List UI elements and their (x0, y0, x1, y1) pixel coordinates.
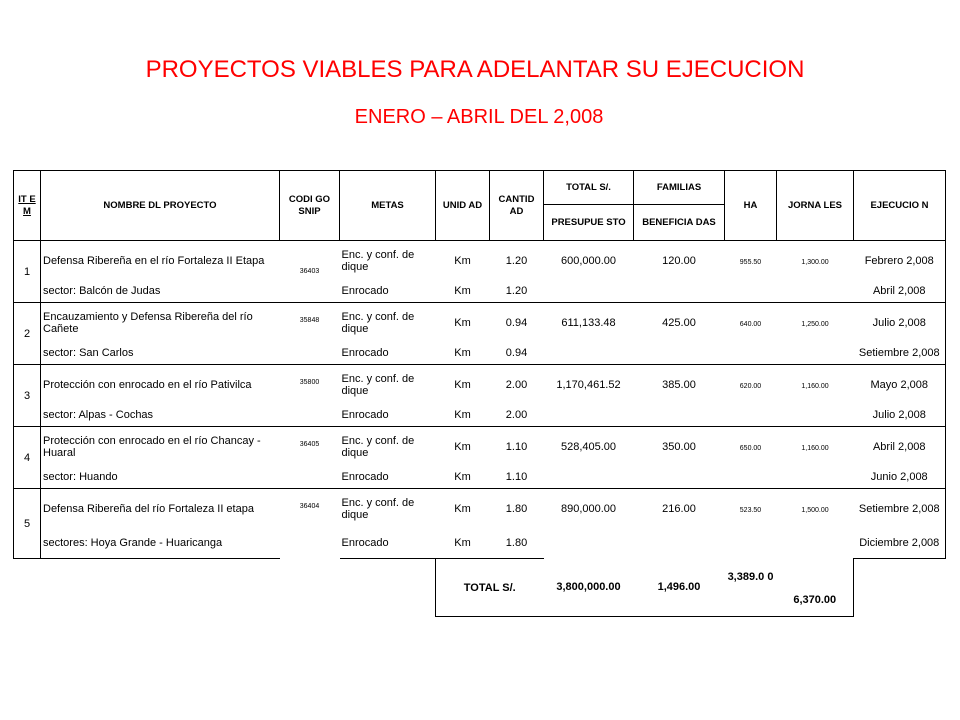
project-jornales: 1,160.00 (777, 365, 854, 427)
project-ha: 620.00 (725, 365, 777, 427)
project-execution-end: Setiembre 2,008 (854, 343, 946, 365)
project-ha: 955.50 (725, 241, 777, 303)
totals-budget: 3,800,000.00 (544, 559, 634, 617)
project-execution-end: Julio 2,008 (854, 405, 946, 427)
project-families: 120.00 (634, 241, 725, 303)
project-unit: Km (436, 489, 490, 529)
header-total: TOTAL S/. (544, 171, 634, 205)
project-ha: 640.00 (725, 303, 777, 365)
project-sector: sector: San Carlos (43, 347, 134, 360)
header-jornales: JORNA LES (777, 171, 854, 241)
header-nombre: NOMBRE DL PROYECTO (41, 171, 280, 241)
project-quantity: 1.20 (490, 241, 544, 281)
projects-table (13, 170, 946, 617)
project-sector: sector: Huando (43, 471, 118, 484)
project-budget: 1,170,461.52 (544, 365, 634, 427)
header-item: IT E M (14, 171, 41, 241)
project-code: 36404 (280, 489, 340, 559)
project-ha: 650.00 (725, 427, 777, 489)
item-number: 1 (14, 241, 41, 303)
project-goal: Enc. y conf. de dique (340, 489, 436, 529)
header-familias: FAMILIAS (634, 171, 725, 205)
project-name: Protección con enrocado en el río Chancay - Huaral (41, 427, 280, 467)
project-goal: Enrocado (340, 529, 436, 559)
project-name: Defensa Ribereña en el río Fortaleza II Etapa (41, 241, 280, 281)
project-sector: sectores: Hoya Grande - Huaricanga (41, 529, 280, 559)
project-goal: Enrocado (341, 409, 389, 422)
project-jornales: 1,160.00 (777, 427, 854, 489)
project-goal: Enc. y conf. de dique (340, 365, 436, 405)
header-ha: HA (725, 171, 777, 241)
project-execution-end: Junio 2,008 (854, 467, 946, 489)
project-quantity: 1.10 (505, 471, 528, 484)
project-unit: Km (454, 471, 471, 484)
project-name: Protección con enrocado en el río Pativilca (41, 365, 280, 405)
header-metas: METAS (340, 171, 436, 241)
project-goal: Enc. y conf. de dique (340, 303, 436, 343)
item-number: 2 (14, 303, 41, 365)
project-code: 36405 (280, 427, 340, 489)
item-number: 5 (14, 489, 41, 559)
header-codigo: CODI GO SNIP (280, 171, 340, 241)
page-subtitle: ENERO – ABRIL DEL 2,008 (354, 106, 604, 128)
project-jornales: 1,300.00 (777, 241, 854, 303)
project-unit: Km (454, 347, 471, 360)
table-row (14, 303, 946, 343)
header-presupuesto: PRESUPUE STO (544, 205, 634, 241)
project-code: 35800 (280, 365, 340, 427)
project-code: 35848 (280, 303, 340, 365)
totals-label: TOTAL S/. (436, 559, 544, 617)
project-execution-start: Setiembre 2,008 (854, 489, 946, 529)
project-goal: Enc. y conf. de dique (340, 241, 436, 281)
project-budget: 890,000.00 (544, 489, 634, 559)
project-name: Encauzamiento y Defensa Ribereña del río Cañete (41, 303, 280, 343)
project-ha: 523.50 (725, 489, 777, 559)
header-row-1 (14, 171, 946, 205)
project-sector: sector: Alpas - Cochas (43, 409, 154, 422)
table-row (14, 427, 946, 467)
header-beneficiadas: BENEFICIA DAS (634, 205, 725, 241)
project-name: Defensa Ribereña del río Fortaleza II etapa (41, 489, 280, 529)
header-cantidad: CANTID AD (490, 171, 544, 241)
header-unidad: UNID AD (436, 171, 490, 241)
project-unit: Km (436, 365, 490, 405)
project-jornales: 1,500.00 (777, 489, 854, 559)
project-unit: Km (454, 285, 471, 298)
project-quantity: 1.80 (490, 489, 544, 529)
project-quantity: 0.94 (505, 347, 528, 360)
table-row (14, 241, 946, 281)
item-number: 3 (14, 365, 41, 427)
project-budget: 611,133.48 (544, 303, 634, 365)
project-execution-start: Mayo 2,008 (854, 365, 946, 405)
project-families: 385.00 (634, 365, 725, 427)
totals-ha: 3,389.0 0 (725, 559, 777, 617)
totals-jornales: 6,370.00 (777, 559, 854, 617)
totals-row (14, 559, 946, 617)
project-execution-end: Abril 2,008 (854, 281, 946, 303)
project-execution-start: Julio 2,008 (854, 303, 946, 343)
project-budget: 600,000.00 (544, 241, 634, 303)
project-goal: Enc. y conf. de dique (340, 427, 436, 467)
project-sector: sector: Balcón de Judas (43, 285, 161, 298)
project-families: 350.00 (634, 427, 725, 489)
table-row (14, 365, 946, 405)
project-quantity: 1.80 (490, 529, 544, 559)
project-quantity: 1.10 (490, 427, 544, 467)
project-unit: Km (436, 241, 490, 281)
project-goal: Enrocado (341, 285, 389, 298)
project-quantity: 0.94 (490, 303, 544, 343)
project-unit: Km (436, 303, 490, 343)
totals-families: 1,496.00 (634, 559, 725, 617)
project-quantity: 1.20 (505, 285, 528, 298)
project-goal: Enrocado (341, 471, 389, 484)
project-budget: 528,405.00 (544, 427, 634, 489)
project-families: 216.00 (634, 489, 725, 559)
project-execution-start: Abril 2,008 (854, 427, 946, 467)
item-number: 4 (14, 427, 41, 489)
table-row (14, 489, 946, 529)
project-execution-start: Febrero 2,008 (854, 241, 946, 281)
project-jornales: 1,250.00 (777, 303, 854, 365)
project-quantity: 2.00 (490, 365, 544, 405)
project-quantity: 2.00 (505, 409, 528, 422)
project-unit: Km (436, 529, 490, 559)
project-execution-end: Diciembre 2,008 (854, 529, 946, 559)
project-unit: Km (436, 427, 490, 467)
header-ejecucion: EJECUCIO N (854, 171, 946, 241)
project-unit: Km (454, 409, 471, 422)
project-goal: Enrocado (341, 347, 389, 360)
project-families: 425.00 (634, 303, 725, 365)
page-title: PROYECTOS VIABLES PARA ADELANTAR SU EJECUCION (145, 56, 805, 83)
project-code: 36403 (280, 241, 340, 303)
